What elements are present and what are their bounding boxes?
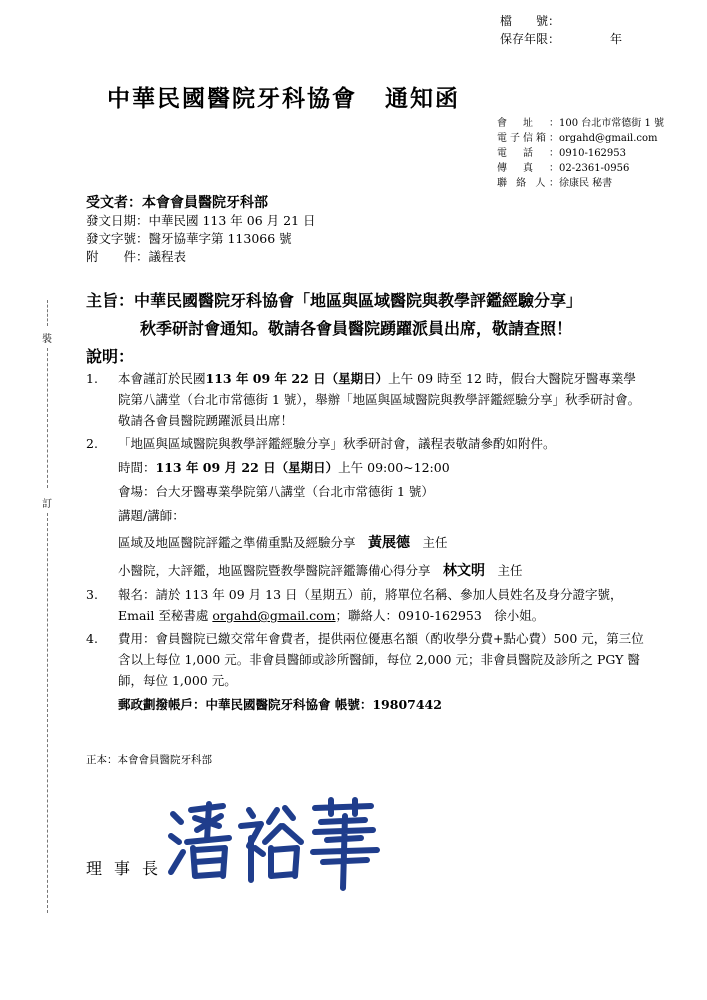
list-item: 3. 報名：請於 113 年 09 月 13 日（星期五）前，將單位名稱、參加人員姓名及身分證字號，Email 至秘書處 orgahd@gmail.com；聯絡人：0910-162953 徐小姐。 xyxy=(86,587,623,623)
signature xyxy=(165,796,385,891)
page-title xyxy=(107,80,460,113)
contact-row: 會 址 ：100 台北市常德街 1 號 xyxy=(497,118,664,129)
list-item: 1. 本會謹訂於民國113 年 09 年 22 日（星期日）上午 09 時至 12 時，假台大醫院牙醫專業學院第八講堂（台北市常德街 1 號），舉辦「地區與區域醫院與教學評鑑經驗分享」秋季研討會。敬請各會員醫院踴躍派員出席！ xyxy=(86,371,641,428)
doc-type: 通知函 xyxy=(385,85,460,112)
retention-unit: 年 xyxy=(610,32,623,46)
recipient: 受文者：本會會員醫院牙科部 xyxy=(86,195,268,211)
subject xyxy=(86,287,582,343)
contact-row: 傳 真 ：02-2361-0956 xyxy=(497,163,630,174)
talk-2: 小醫院，大評鑑，地區醫院暨教學醫院評鑑籌備心得分享 林文明 主任 xyxy=(118,563,523,579)
contact-row: 聯 絡 人：徐康民 秘書 xyxy=(497,178,613,189)
explanation-heading: 說明： xyxy=(86,347,135,366)
recipient-block xyxy=(86,194,316,266)
org-name: 中華民國醫院牙科協會 xyxy=(107,85,357,112)
retention-label: 保存年限： xyxy=(500,32,561,46)
file-meta xyxy=(500,12,622,48)
subject-line-1: 主旨：中華民國醫院牙科協會「地區與區域醫院與教學評鑑經驗分享」 xyxy=(86,291,583,310)
venue: 會場：台大牙醫專業學院第八講堂（台北市常德街 1 號） xyxy=(118,484,434,499)
reference-number: 發文字號：醫牙協華字第 113066 號 xyxy=(86,231,292,246)
postal-account: 郵政劃撥帳戶：中華民國醫院牙科協會 帳號：19807442 xyxy=(118,697,442,712)
file-number-label: 檔 號： xyxy=(500,14,561,28)
issue-date: 發文日期：中華民國 113 年 06 月 21 日 xyxy=(86,213,316,228)
contact-row: 電 話 ：0910-162953 xyxy=(497,148,627,159)
speaker-name: 林文明 xyxy=(443,563,486,579)
margin-mark: 裝 xyxy=(42,334,52,345)
chairman-label: 理事長 xyxy=(86,859,171,878)
list-item: 2. 「地區與區域醫院與教學評鑑經驗分享」秋季研討會，議程表敬請參酌如附件。 時間：113 年 09 月 22 日（星期日）上午 09:00~12:00 會場：台大牙醫專業學院第八講堂（台北市常德街 1 號） 講題/講師： 區域及地區醫院評鑑之準備重點及經驗分享 黃展德 主任 小醫院，大評鑑，地區醫院暨教學醫院評鑑籌備心得分享 林文明 主任 xyxy=(86,433,646,582)
email-link[interactable]: orgahd@gmail.com xyxy=(212,608,336,623)
attachment: 附 件：議程表 xyxy=(86,249,187,264)
talk-1: 區域及地區醫院評鑑之準備重點及經驗分享 黃展德 主任 xyxy=(118,535,448,551)
binding-margin xyxy=(40,300,56,920)
explanation-list xyxy=(86,368,646,715)
cc-line: 正本：本會會員醫院牙科部 xyxy=(86,754,212,766)
subject-line-2: 秋季研討會通知。敬請各會員醫院踴躍派員出席，敬請查照！ xyxy=(140,319,573,338)
contact-block xyxy=(497,116,664,191)
speaker-name: 黃展德 xyxy=(368,535,411,551)
margin-mark: 訂 xyxy=(42,499,52,510)
list-item: 4. 費用：會員醫院已繳交常年會費者，提供兩位優惠名額（酌收學分費+點心費）500 元，第三位含以上每位 1,000 元。非會員醫師或診所醫師，每位 2,000 元；非會員醫院及診所之 PGY 醫師，每位 1,000 元。 郵政劃撥帳戶：中華民國醫院牙科協會 帳號：19807442 xyxy=(86,628,646,715)
contact-row: 電子信箱：orgahd@gmail.com xyxy=(497,133,658,144)
